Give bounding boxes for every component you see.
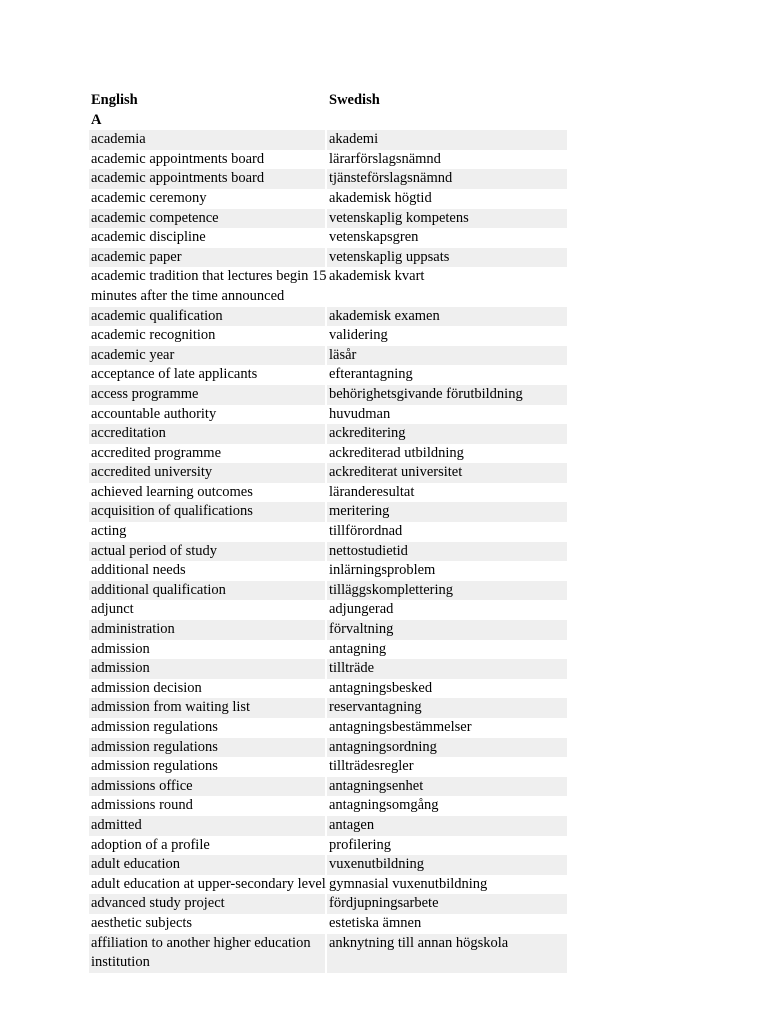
swedish-term: huvudman: [329, 405, 391, 422]
glossary-row: [89, 209, 567, 229]
glossary-row: [89, 640, 567, 660]
glossary-row: [89, 934, 567, 973]
english-term: academic ceremony: [91, 189, 207, 206]
swedish-term: nettostudietid: [327, 542, 567, 562]
glossary-row: [89, 855, 567, 875]
english-term: administration: [89, 620, 327, 640]
english-column-header: English: [91, 92, 138, 108]
swedish-term: tillträde: [327, 659, 567, 679]
swedish-term: akademisk examen: [327, 307, 567, 327]
english-term: admissions round: [91, 797, 193, 814]
english-term: academic paper: [89, 248, 327, 268]
english-term: academic appointments board: [89, 169, 327, 189]
english-term: adult education at upper-secondary level: [91, 875, 326, 892]
swedish-term: läranderesultat: [329, 483, 415, 500]
english-term: acceptance of late applicants: [91, 366, 258, 383]
swedish-term: tillträdesregler: [329, 758, 414, 775]
glossary-row: [89, 796, 567, 816]
english-term: additional qualification: [89, 581, 327, 601]
swedish-term: antagningsenhet: [327, 777, 567, 797]
glossary-row: [89, 561, 567, 581]
swedish-term: reservantagning: [327, 698, 567, 718]
swedish-term: antagningsbesked: [329, 679, 433, 696]
swedish-term: inlärningsproblem: [329, 562, 436, 579]
glossary-row: [89, 346, 567, 366]
glossary-row: [89, 777, 567, 797]
english-term: admitted: [89, 816, 327, 836]
english-term: academic appointments board: [91, 150, 265, 167]
glossary-row: [89, 816, 567, 836]
swedish-term: vetenskapsgren: [329, 229, 419, 246]
header-row: [89, 91, 567, 111]
swedish-term: efterantagning: [329, 366, 413, 383]
english-term: admission decision: [91, 679, 202, 696]
section-letter-row: [89, 111, 567, 131]
swedish-term: estetiska ämnen: [329, 914, 422, 931]
english-term: aesthetic subjects: [91, 914, 193, 931]
english-term: admission from waiting list: [89, 698, 327, 718]
glossary-row: [89, 444, 567, 464]
swedish-term: tilläggskomplettering: [327, 581, 567, 601]
english-term: academic competence: [89, 209, 327, 229]
glossary-row: [89, 542, 567, 562]
glossary-row: [89, 169, 567, 189]
entry-list: [89, 130, 567, 973]
english-term: additional needs: [91, 562, 186, 579]
english-term: affiliation to another higher education institution: [89, 934, 327, 973]
glossary-row: [89, 385, 567, 405]
glossary-row: [89, 326, 567, 346]
glossary-row: [89, 483, 567, 503]
english-term: academic qualification: [89, 307, 327, 327]
english-term: actual period of study: [89, 542, 327, 562]
swedish-term: fördjupningsarbete: [327, 894, 567, 914]
glossary-row: [89, 267, 567, 306]
swedish-term: antagning: [329, 640, 387, 657]
glossary-row: [89, 522, 567, 542]
section-letter: A: [91, 111, 102, 128]
glossary-row: [89, 463, 567, 483]
english-term: accredited university: [89, 463, 327, 483]
swedish-term: behörighetsgivande förutbildning: [327, 385, 567, 405]
swedish-term: ackrediterad utbildning: [329, 444, 464, 461]
swedish-term: antagningsomgång: [329, 797, 439, 814]
swedish-term: antagningsordning: [327, 738, 567, 758]
english-term: admission regulations: [89, 738, 327, 758]
glossary-row: [89, 365, 567, 385]
glossary-row: [89, 698, 567, 718]
swedish-column-header: Swedish: [329, 92, 380, 108]
english-term: achieved learning outcomes: [91, 483, 253, 500]
glossary-row: [89, 228, 567, 248]
glossary-row: [89, 600, 567, 620]
swedish-term: akademi: [327, 130, 567, 150]
swedish-term: profilering: [329, 836, 392, 853]
glossary-row: [89, 502, 567, 522]
glossary-row: [89, 424, 567, 444]
glossary-row: [89, 307, 567, 327]
swedish-term: antagningsbestämmelser: [329, 719, 472, 735]
english-term: adult education: [89, 855, 327, 875]
english-term: acquisition of qualifications: [89, 502, 327, 522]
english-term: admission: [89, 659, 327, 679]
english-term: accreditation: [89, 424, 327, 444]
glossary-row: [89, 248, 567, 268]
swedish-term: meritering: [327, 502, 567, 522]
english-term: accredited programme: [91, 444, 222, 461]
english-term: academic discipline: [91, 229, 206, 246]
english-term: admission regulations: [91, 758, 218, 775]
english-term: academic recognition: [91, 327, 216, 344]
swedish-term: förvaltning: [327, 620, 567, 640]
english-term: admission: [91, 640, 150, 657]
glossary-row: [89, 875, 567, 895]
glossary-row: [89, 836, 567, 856]
english-term: access programme: [89, 385, 327, 405]
swedish-term: gymnasial vuxenutbildning: [329, 875, 488, 892]
glossary-row: [89, 150, 567, 170]
english-term: admissions office: [89, 777, 327, 797]
swedish-term: vuxenutbildning: [327, 855, 567, 875]
glossary-table: [89, 91, 567, 973]
swedish-term: validering: [329, 327, 388, 344]
swedish-term: ackreditering: [327, 424, 567, 444]
glossary-row: [89, 581, 567, 601]
glossary-row: [89, 738, 567, 758]
glossary-row: [89, 757, 567, 777]
glossary-row: [89, 679, 567, 699]
english-term: admission regulations: [91, 719, 218, 735]
glossary-row: [89, 405, 567, 425]
swedish-term: vetenskaplig uppsats: [327, 248, 567, 268]
glossary-row: [89, 659, 567, 679]
english-term: adoption of a profile: [91, 836, 210, 853]
english-term: advanced study project: [89, 894, 327, 914]
swedish-term: ackrediterat universitet: [327, 463, 567, 483]
english-term: accountable authority: [91, 405, 217, 422]
swedish-term: adjungerad: [329, 601, 394, 618]
glossary-row: [89, 894, 567, 914]
glossary-row: [89, 130, 567, 150]
glossary-row: [89, 914, 567, 934]
english-term: academia: [89, 130, 327, 150]
swedish-term: akademisk högtid: [329, 189, 432, 206]
glossary-row: [89, 189, 567, 209]
swedish-term: tjänsteförslagsnämnd: [327, 169, 567, 189]
swedish-term: vetenskaplig kompetens: [327, 209, 567, 229]
swedish-term: antagen: [327, 816, 567, 836]
glossary-row: [89, 620, 567, 640]
glossary-row: [89, 718, 567, 738]
english-term: adjunct: [91, 601, 134, 618]
english-term: academic year: [89, 346, 327, 366]
swedish-term: lärarförslagsnämnd: [329, 150, 441, 167]
swedish-term: anknytning till annan högskola: [327, 934, 567, 973]
english-term: academic tradition that lectures begin 15 minutes after the time announced: [91, 268, 327, 304]
swedish-term: tillförordnad: [329, 523, 403, 540]
english-term: acting: [91, 523, 127, 540]
swedish-term: akademisk kvart: [329, 268, 425, 285]
swedish-term: läsår: [327, 346, 567, 366]
